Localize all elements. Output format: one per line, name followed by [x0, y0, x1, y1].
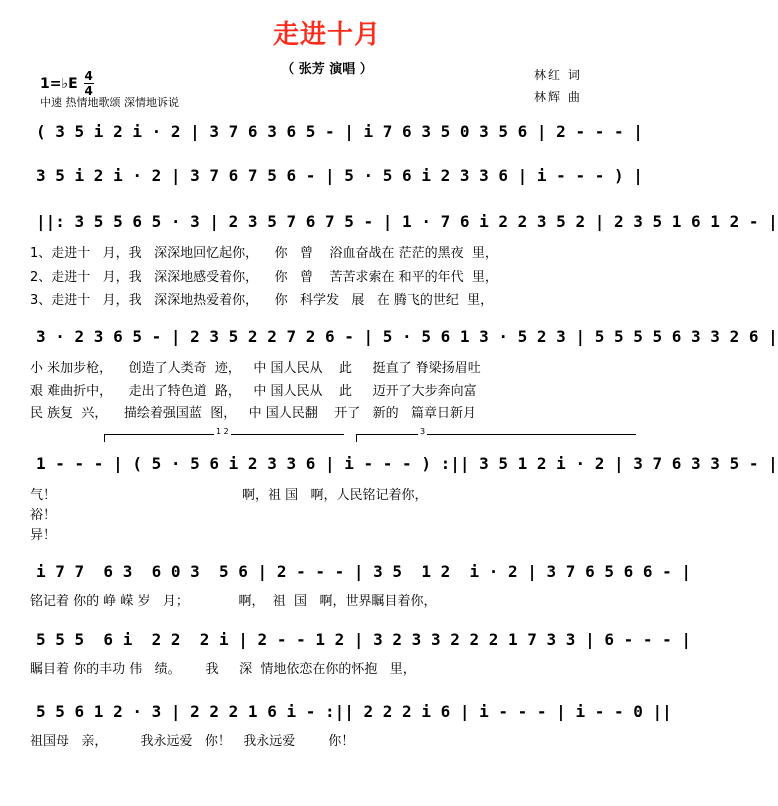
score-line-3-lyric-verse-2: 2、走进十 月，我 深深地感受着你， 你 曾 苦苦求索在 和平的年代 里， — [30, 270, 498, 285]
composer-credit: 林辉 曲 — [534, 90, 582, 104]
score-line-8-lyric: 祖国母 亲， 我永远爱 你！ 我永远爱 你！ — [30, 734, 355, 749]
score-line-1-notes: ( 3 5 i 2 i · 2 | 3 7 6 3 6 5 - | i 7 6 3 5 0 3 5 6 | 2 - - - | — [36, 122, 643, 141]
score-line-3-lyric-verse-1: 1、走进十 月，我 深深地回忆起你， 你 曾 浴血奋战在 茫茫的黑夜 里， — [30, 246, 498, 261]
score-line-2-notes: 3 5 i 2 i · 2 | 3 7 6 7 5 6 - | 5 · 5 6 i 2 3 3 6 | i - - - ) | — [36, 166, 643, 185]
score-line-6-notes: i 7 7 6 3 6 0 3 5 6 | 2 - - - | 3 5 1 2 i · 2 | 3 7 6 5 6 6 - | — [36, 562, 692, 581]
lyricist-credit: 林红 词 — [534, 68, 582, 82]
time-signature — [84, 70, 94, 97]
key-signature: 1=♭E — [40, 75, 78, 92]
volta-3-label: 3 — [420, 427, 426, 436]
score-line-3-notes: ||: 3 5 5 6 5 · 3 | 2 3 5 7 6 7 5 - | 1 · 7 6 i 2 2 3 5 2 | 2 3 5 1 6 1 2 - | — [36, 212, 778, 231]
score-line-4-lyric-verse-2: 艰 难曲折中， 走出了特色道 路， 中 国人民从 此 迈开了大步奔向富 — [30, 384, 477, 399]
score-line-7-notes: 5 5 5 6 i 2 2 2 i | 2 - - 1 2 | 3 2 3 3 2 2 2 1 7 3 3 | 6 - - - | — [36, 630, 692, 649]
volta-1-2-start — [104, 434, 105, 442]
song-title: 走进十月 — [272, 20, 381, 50]
score-line-4-lyric-verse-1: 小 米加步枪， 创造了人类奇 迹， 中 国人民从 此 挺直了 脊梁扬眉吐 — [30, 361, 481, 376]
singer-line: （ 张芳 演唱 ） — [281, 62, 373, 77]
score-line-6-lyric: 铭记着 你的 峥 嵘 岁 月； 啊， 祖 国 啊，世界瞩目着你， — [30, 594, 437, 609]
score-line-4-notes: 3 · 2 3 6 5 - | 2 3 5 2 2 7 2 6 - | 5 · 5 6 1 3 · 5 2 3 | 5 5 5 5 6 3 3 2 6 | — [36, 327, 778, 346]
score-line-7-lyric: 瞩目着 你的丰功 伟 绩。 我 深 情地依恋在你的怀抱 里， — [30, 662, 416, 677]
time-signature-top: 4 — [84, 69, 93, 83]
key-signature-block — [40, 70, 94, 97]
score-line-3-lyric-verse-3: 3、走进十 月，我 深深地热爱着你， 你 科学发 展 在 腾飞的世纪 里， — [30, 293, 494, 308]
volta-3 — [356, 427, 636, 445]
score-line-8-notes: 5 5 6 1 2 · 3 | 2 2 2 1 6 i - :|| 2 2 2 i 6 | i - - - | i - - 0 || — [36, 702, 672, 721]
volta-1-2 — [104, 427, 344, 445]
time-signature-bottom: 4 — [84, 84, 93, 98]
score-line-5-lyric-verse-3: 异！ — [30, 528, 57, 543]
score-line-5-lyric-verse-2: 裕！ — [30, 508, 57, 523]
tempo-marking: 中速 热情地歌颂 深情地诉说 — [40, 96, 179, 109]
score-line-5-lyric-verse-1: 气！ 啊，祖 国 啊，人民铭记着你， — [30, 488, 428, 503]
volta-1-2-label: 1 2 — [216, 427, 229, 436]
score-line-4-lyric-verse-3: 民 族复 兴， 描绘着强国蓝 图， 中 国人民翻 开了 新的 篇章日新月 — [30, 406, 477, 421]
volta-3-start — [356, 434, 357, 442]
score-line-5-notes: 1 - - - | ( 5 · 5 6 i 2 3 3 6 | i - - - ) :|| 3 5 1 2 i · 2 | 3 7 6 3 3 5 - | — [36, 454, 778, 473]
